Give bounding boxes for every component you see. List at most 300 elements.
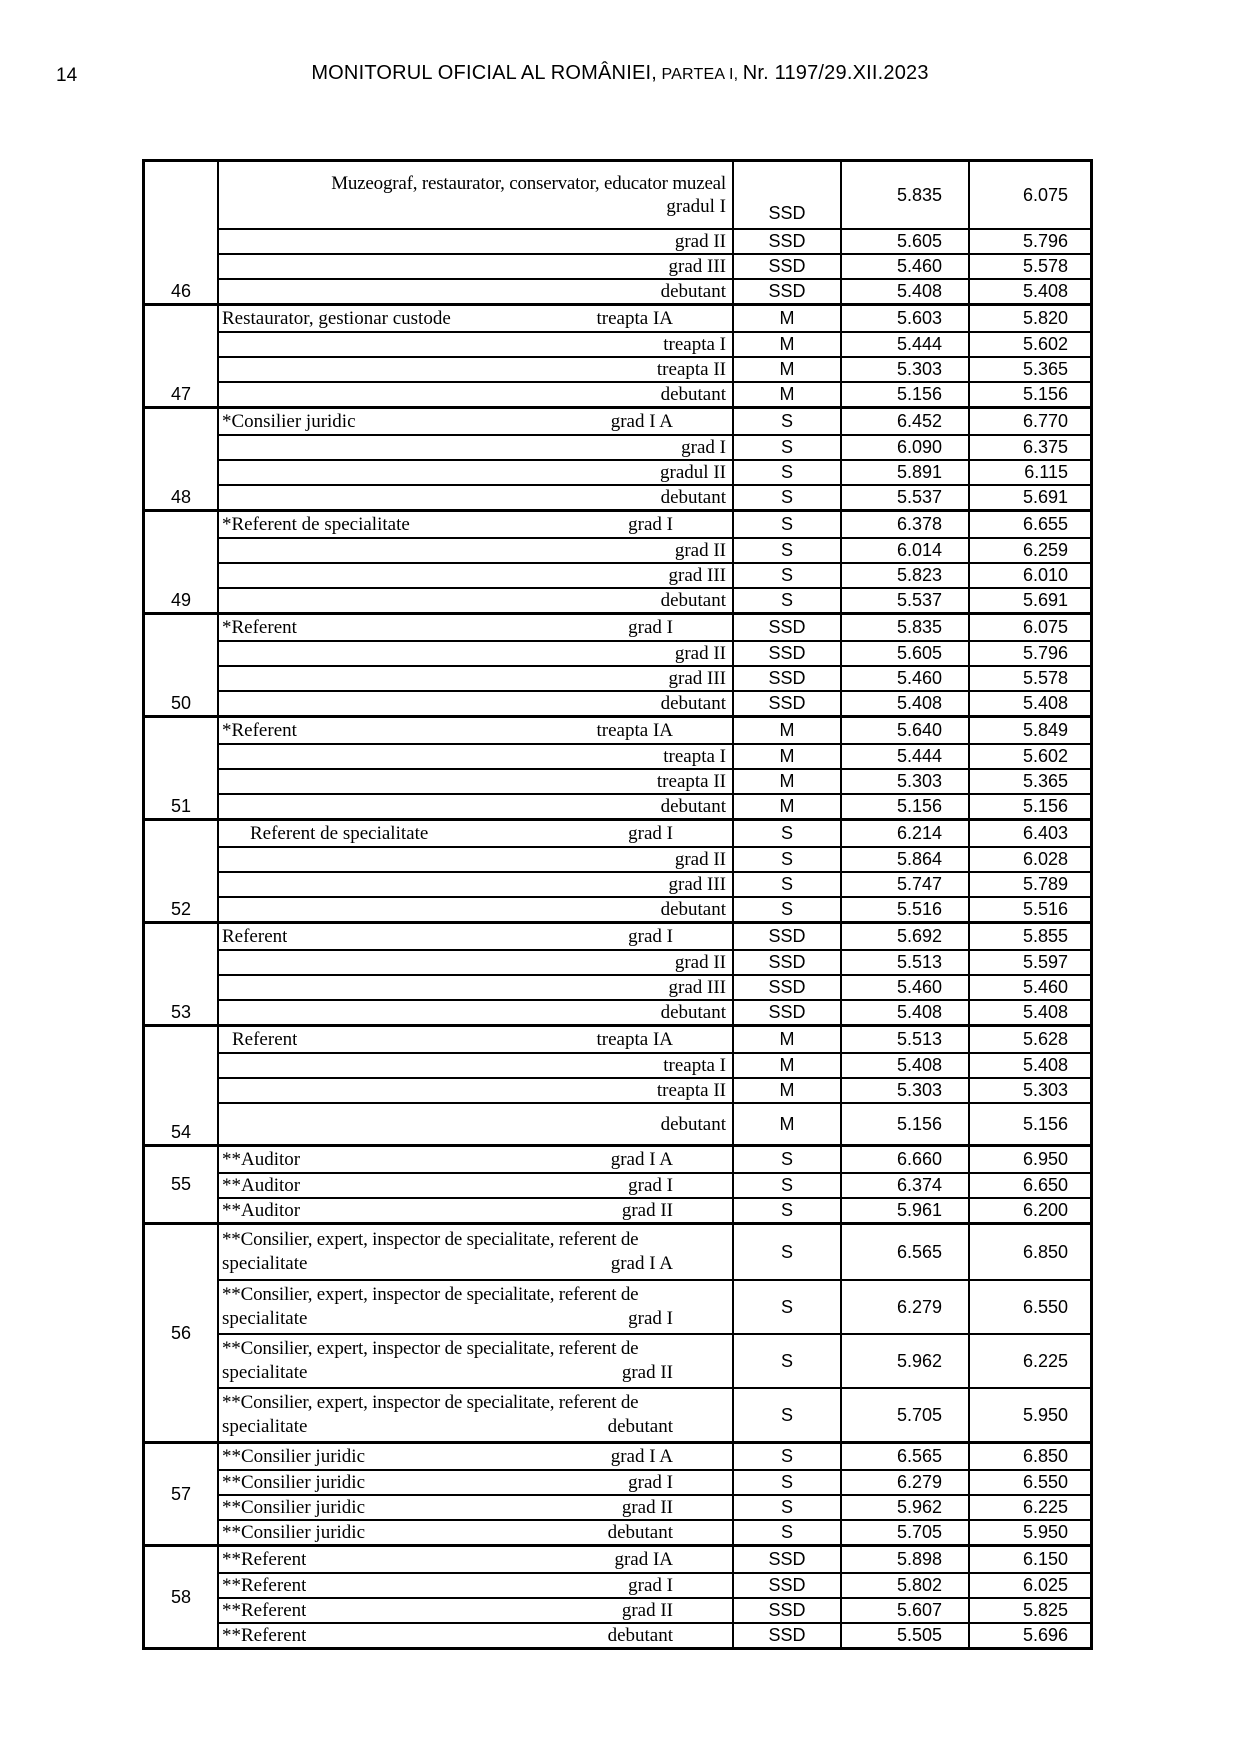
- grade-label: debutant: [660, 1002, 726, 1023]
- job-title-cell: [219, 1389, 732, 1441]
- value-2-cell: 5.691: [968, 486, 1090, 509]
- value-2-cell: 5.578: [968, 667, 1090, 690]
- title-grade-line: [222, 898, 729, 921]
- table-row: [219, 1333, 1090, 1387]
- job-title-cell: [219, 718, 732, 743]
- value-2-cell: 6.025: [968, 1574, 1090, 1597]
- value-2-cell: 6.850: [968, 1225, 1090, 1279]
- value-2-cell: 5.365: [968, 770, 1090, 793]
- grade-label: grad I: [628, 1308, 673, 1329]
- grade-label: debutant: [607, 1522, 673, 1543]
- table-row: [219, 253, 1090, 278]
- title-grade-line: [222, 770, 729, 793]
- table-group: [145, 303, 1090, 406]
- value-2-cell: 5.365: [968, 358, 1090, 381]
- title-grade-line: [222, 642, 729, 665]
- grade-label: debutant: [660, 899, 726, 920]
- education-level-cell: M: [732, 383, 840, 406]
- value-1-cell: 5.408: [840, 1054, 968, 1077]
- education-level-cell: S: [732, 1281, 840, 1333]
- education-level-cell: S: [732, 512, 840, 537]
- title-grade-line: [222, 1599, 729, 1622]
- job-title-text: **Consilier juridic: [222, 1472, 366, 1493]
- education-level-cell: S: [732, 409, 840, 434]
- page-header: [0, 62, 1240, 90]
- education-level-cell: S: [732, 898, 840, 921]
- table-group: [145, 162, 1090, 303]
- value-1-cell: 6.452: [840, 409, 968, 434]
- job-title-cell: [219, 486, 732, 509]
- job-title-text: Referent: [222, 926, 288, 947]
- table-row: [219, 228, 1090, 253]
- education-level-cell: S: [732, 1335, 840, 1387]
- education-level-cell: SSD: [732, 162, 840, 228]
- job-title-cell: [219, 1335, 732, 1387]
- job-title-text: **Consilier, expert, inspector de specialitate, referent de: [222, 1392, 639, 1413]
- education-level-cell: S: [732, 1225, 840, 1279]
- value-1-cell: 5.408: [840, 692, 968, 715]
- job-title-cell: [219, 1547, 732, 1572]
- value-1-cell: 5.156: [840, 1104, 968, 1144]
- job-subtitle-text: specialitate: [222, 1362, 308, 1383]
- education-level-cell: M: [732, 1027, 840, 1052]
- title-grade-line: [222, 795, 729, 818]
- job-title-text: **Referent: [222, 1625, 307, 1646]
- grade-label: grad II: [621, 1600, 673, 1621]
- value-1-cell: 5.605: [840, 230, 968, 253]
- grade-label: gradul II: [660, 462, 726, 483]
- grade-label: grad I: [681, 437, 726, 458]
- table-group: [145, 612, 1090, 715]
- job-title-cell: [219, 951, 732, 974]
- gazette-title: MONITORUL OFICIAL AL ROMÂNIEI,: [311, 62, 657, 84]
- title-grade-line: [222, 307, 729, 330]
- value-2-cell: 5.597: [968, 951, 1090, 974]
- grade-label: grad III: [668, 874, 726, 895]
- title-grade-line: [222, 1521, 729, 1544]
- job-title-cell: [219, 848, 732, 871]
- value-2-cell: 5.855: [968, 924, 1090, 949]
- group-number: 52: [145, 821, 219, 921]
- education-level-cell: S: [732, 1174, 840, 1197]
- grade-label: grad II: [674, 643, 726, 664]
- value-1-cell: 5.802: [840, 1574, 968, 1597]
- job-title-text: Referent: [232, 1029, 298, 1050]
- table-row: [219, 1147, 1090, 1172]
- table-row: [219, 1597, 1090, 1622]
- grade-label: grad I A: [610, 411, 673, 432]
- education-level-cell: S: [732, 1521, 840, 1544]
- grade-label: debutant: [660, 281, 726, 302]
- grade-label: grad III: [668, 977, 726, 998]
- value-2-cell: 6.550: [968, 1471, 1090, 1494]
- title-grade-line: [222, 873, 729, 896]
- title-grade-line: [222, 410, 729, 433]
- title-grade-line: [222, 1054, 729, 1077]
- education-level-cell: SSD: [732, 976, 840, 999]
- education-level-cell: M: [732, 358, 840, 381]
- table-row: [219, 1172, 1090, 1197]
- grade-label: treapta I: [663, 334, 726, 355]
- job-title-text: Muzeograf, restaurator, conservator, educator muzeal: [331, 173, 726, 194]
- value-1-cell: 5.460: [840, 976, 968, 999]
- title-grade-line: [222, 486, 729, 509]
- title-grade-line: [222, 1028, 729, 1051]
- group-number: 50: [145, 615, 219, 715]
- value-2-cell: 5.408: [968, 1054, 1090, 1077]
- job-title-text: **Consilier, expert, inspector de specialitate, referent de: [222, 1284, 639, 1305]
- value-1-cell: 6.565: [840, 1225, 968, 1279]
- grade-label: debutant: [660, 693, 726, 714]
- grade-label: grad I: [628, 1575, 673, 1596]
- title-grade-line: [222, 719, 729, 742]
- table-row: [219, 1279, 1090, 1333]
- title-grade-line: [222, 461, 729, 484]
- job-title-cell: [219, 333, 732, 356]
- title-grade-line: [222, 745, 729, 768]
- value-1-cell: 6.014: [840, 539, 968, 562]
- value-2-cell: 6.075: [968, 615, 1090, 640]
- education-level-cell: S: [732, 873, 840, 896]
- grade-label: treapta IA: [596, 1029, 673, 1050]
- value-1-cell: 5.537: [840, 589, 968, 612]
- grade-label: treapta II: [656, 359, 726, 380]
- value-2-cell: 6.115: [968, 461, 1090, 484]
- job-title-text: Referent de specialitate: [250, 823, 429, 844]
- job-title-text: *Referent: [222, 720, 297, 741]
- title-grade-line: [222, 1199, 729, 1222]
- job-title-text: **Referent: [222, 1600, 307, 1621]
- job-title-text: **Consilier juridic: [222, 1522, 366, 1543]
- job-title-text: *Referent de specialitate: [222, 514, 410, 535]
- grade-line: [222, 1307, 729, 1331]
- job-title-cell: [219, 1574, 732, 1597]
- value-2-cell: 5.578: [968, 255, 1090, 278]
- table-row: [219, 768, 1090, 793]
- title-grade-line: [222, 848, 729, 871]
- value-1-cell: 5.835: [840, 615, 968, 640]
- grade-label: grad IA: [614, 1549, 673, 1570]
- title-grade-line: [222, 255, 729, 278]
- title-grade-line: [222, 1174, 729, 1197]
- education-level-cell: SSD: [732, 230, 840, 253]
- table-group: [145, 1144, 1090, 1222]
- grade-label: debutant: [660, 1113, 726, 1135]
- table-row: [219, 1387, 1090, 1441]
- value-1-cell: 5.961: [840, 1199, 968, 1222]
- value-2-cell: 5.602: [968, 745, 1090, 768]
- title-grade-line: [222, 436, 729, 459]
- value-1-cell: 6.214: [840, 821, 968, 846]
- job-title-cell: [219, 1624, 732, 1647]
- table-row: [219, 381, 1090, 406]
- value-2-cell: 6.010: [968, 564, 1090, 587]
- education-level-cell: S: [732, 436, 840, 459]
- grade-label: grad II: [674, 231, 726, 252]
- grade-label: treapta I: [663, 746, 726, 767]
- table-row: [219, 821, 1090, 846]
- title-grade-line: [222, 1624, 729, 1647]
- group-rows: [219, 409, 1090, 509]
- value-1-cell: 5.962: [840, 1335, 968, 1387]
- job-title-cell: [219, 873, 732, 896]
- grade-line: [222, 1415, 729, 1439]
- grade-label: debutant: [660, 487, 726, 508]
- education-level-cell: S: [732, 1471, 840, 1494]
- group-rows: [219, 1225, 1090, 1441]
- value-2-cell: 5.696: [968, 1624, 1090, 1647]
- job-title-cell: [219, 770, 732, 793]
- education-level-cell: S: [732, 461, 840, 484]
- education-level-cell: S: [732, 1147, 840, 1172]
- table-row: [219, 1197, 1090, 1222]
- title-grade-line: [222, 1548, 729, 1571]
- grade-label: grad I: [628, 617, 673, 638]
- grade-label: grad II: [674, 540, 726, 561]
- value-2-cell: 6.225: [968, 1335, 1090, 1387]
- education-level-cell: S: [732, 1496, 840, 1519]
- value-2-cell: 6.550: [968, 1281, 1090, 1333]
- value-1-cell: 6.378: [840, 512, 968, 537]
- value-1-cell: 5.607: [840, 1599, 968, 1622]
- job-title-cell: [219, 1147, 732, 1172]
- education-level-cell: S: [732, 821, 840, 846]
- value-2-cell: 6.225: [968, 1496, 1090, 1519]
- title-grade-line: [222, 333, 729, 356]
- job-title-text: **Consilier juridic: [222, 1446, 366, 1467]
- table-row: [219, 587, 1090, 612]
- title-grade-line: [222, 1496, 729, 1519]
- grade-label: grad II: [621, 1200, 673, 1221]
- value-2-cell: 6.150: [968, 1547, 1090, 1572]
- table-row: [219, 162, 1090, 228]
- value-2-cell: 5.796: [968, 642, 1090, 665]
- value-2-cell: 6.770: [968, 409, 1090, 434]
- education-level-cell: S: [732, 539, 840, 562]
- grade-label: debutant: [660, 384, 726, 405]
- value-2-cell: 6.850: [968, 1444, 1090, 1469]
- job-title-cell: [219, 162, 732, 228]
- title-grade-line: [222, 383, 729, 406]
- group-number: 56: [145, 1225, 219, 1441]
- value-2-cell: 5.691: [968, 589, 1090, 612]
- job-title-cell: [219, 1444, 732, 1469]
- value-2-cell: 5.950: [968, 1389, 1090, 1441]
- group-number: 54: [145, 1027, 219, 1144]
- job-subtitle-text: specialitate: [222, 1253, 308, 1274]
- group-rows: [219, 1147, 1090, 1222]
- education-level-cell: M: [732, 745, 840, 768]
- group-number: 55: [145, 1147, 219, 1222]
- value-2-cell: 5.825: [968, 1599, 1090, 1622]
- education-level-cell: SSD: [732, 1001, 840, 1024]
- value-1-cell: 6.660: [840, 1147, 968, 1172]
- job-title-cell: [219, 1001, 732, 1024]
- job-subtitle-text: specialitate: [222, 1308, 308, 1329]
- job-title-cell: [219, 280, 732, 303]
- value-1-cell: 5.303: [840, 358, 968, 381]
- group-rows: [219, 306, 1090, 406]
- job-title-cell: [219, 692, 732, 715]
- value-1-cell: 6.374: [840, 1174, 968, 1197]
- table-row: [219, 512, 1090, 537]
- education-level-cell: M: [732, 1054, 840, 1077]
- value-2-cell: 5.796: [968, 230, 1090, 253]
- grade-label: grad I: [628, 926, 673, 947]
- grade-line: [222, 195, 729, 218]
- page-title: [0, 62, 1240, 85]
- table-row: [219, 743, 1090, 768]
- table-row: [219, 1077, 1090, 1102]
- value-1-cell: 5.513: [840, 951, 968, 974]
- value-1-cell: 5.835: [840, 162, 968, 228]
- table-row: [219, 665, 1090, 690]
- table-row: [219, 1572, 1090, 1597]
- grade-label: grad II: [621, 1362, 673, 1383]
- group-number: 48: [145, 409, 219, 509]
- value-1-cell: 5.513: [840, 1027, 968, 1052]
- job-title-cell: [219, 1225, 732, 1279]
- grade-label: grad II: [674, 952, 726, 973]
- value-1-cell: 5.505: [840, 1624, 968, 1647]
- education-level-cell: SSD: [732, 667, 840, 690]
- title-grade-line: [222, 1079, 729, 1102]
- group-number: 57: [145, 1444, 219, 1544]
- value-2-cell: 5.156: [968, 1104, 1090, 1144]
- title-grade-line: [222, 951, 729, 974]
- job-title-cell: [219, 924, 732, 949]
- value-2-cell: 5.628: [968, 1027, 1090, 1052]
- job-title-cell: [219, 898, 732, 921]
- education-level-cell: S: [732, 564, 840, 587]
- education-level-cell: M: [732, 306, 840, 331]
- table-row: [219, 896, 1090, 921]
- title-grade-line: [222, 589, 729, 612]
- education-level-cell: SSD: [732, 951, 840, 974]
- job-title-cell: [219, 745, 732, 768]
- grade-label: grad I: [628, 514, 673, 535]
- value-1-cell: 5.962: [840, 1496, 968, 1519]
- title-grade-line: [222, 513, 729, 536]
- job-title-cell: [219, 539, 732, 562]
- title-grade-line: [222, 1001, 729, 1024]
- value-1-cell: 5.705: [840, 1389, 968, 1441]
- value-1-cell: 5.408: [840, 1001, 968, 1024]
- value-1-cell: 6.279: [840, 1281, 968, 1333]
- education-level-cell: SSD: [732, 1624, 840, 1647]
- group-rows: [219, 1444, 1090, 1544]
- job-title-cell: [219, 1281, 732, 1333]
- value-1-cell: 5.460: [840, 667, 968, 690]
- title-grade-line: [222, 230, 729, 253]
- grade-label: grad I: [628, 1472, 673, 1493]
- job-subtitle-text: specialitate: [222, 1416, 308, 1437]
- table-row: [219, 871, 1090, 896]
- job-title-text: *Consilier juridic: [222, 411, 356, 432]
- grade-label: grad I A: [610, 1253, 673, 1274]
- grade-label: treapta I: [663, 1055, 726, 1076]
- title-grade-line: [222, 925, 729, 948]
- job-title-cell: [219, 1599, 732, 1622]
- job-title-cell: [219, 461, 732, 484]
- table-group: [145, 1544, 1090, 1647]
- education-level-cell: S: [732, 589, 840, 612]
- table-row: [219, 356, 1090, 381]
- page-number: 14: [56, 65, 78, 86]
- job-title-cell: [219, 1104, 732, 1144]
- value-1-cell: 5.640: [840, 718, 968, 743]
- value-1-cell: 5.603: [840, 306, 968, 331]
- value-1-cell: 5.303: [840, 1079, 968, 1102]
- job-title-cell: [219, 795, 732, 818]
- table-row: [219, 562, 1090, 587]
- value-2-cell: 5.408: [968, 280, 1090, 303]
- job-title-cell: [219, 1471, 732, 1494]
- grade-label: gradul I: [666, 196, 726, 217]
- table-row: [219, 846, 1090, 871]
- value-1-cell: 5.444: [840, 745, 968, 768]
- value-1-cell: 5.891: [840, 461, 968, 484]
- grade-line: [222, 1361, 729, 1385]
- job-title-cell: [219, 1496, 732, 1519]
- value-1-cell: 6.565: [840, 1444, 968, 1469]
- title-grade-line: [222, 976, 729, 999]
- title-grade-line: [222, 1148, 729, 1171]
- value-1-cell: 5.864: [840, 848, 968, 871]
- table-group: [145, 921, 1090, 1024]
- table-row: [219, 459, 1090, 484]
- table-row: [219, 615, 1090, 640]
- job-title-cell: [219, 589, 732, 612]
- education-level-cell: M: [732, 718, 840, 743]
- grade-label: debutant: [660, 796, 726, 817]
- title-grade-line: [222, 539, 729, 562]
- title-grade-line: [222, 564, 729, 587]
- grade-label: debutant: [607, 1625, 673, 1646]
- education-level-cell: M: [732, 770, 840, 793]
- table-row: [219, 537, 1090, 562]
- grade-label: grad III: [668, 668, 726, 689]
- table-row: [219, 484, 1090, 509]
- table-row: [219, 1494, 1090, 1519]
- grade-label: grad III: [668, 256, 726, 277]
- value-2-cell: 5.156: [968, 383, 1090, 406]
- job-title-text: **Consilier, expert, inspector de specialitate, referent de: [222, 1229, 639, 1250]
- group-rows: [219, 615, 1090, 715]
- education-level-cell: M: [732, 333, 840, 356]
- value-2-cell: 5.408: [968, 692, 1090, 715]
- value-1-cell: 5.898: [840, 1547, 968, 1572]
- value-1-cell: 5.823: [840, 564, 968, 587]
- group-rows: [219, 718, 1090, 818]
- grade-label: grad I A: [610, 1446, 673, 1467]
- grade-label: debutant: [607, 1416, 673, 1437]
- value-1-cell: 5.747: [840, 873, 968, 896]
- table-row: [219, 409, 1090, 434]
- value-2-cell: 6.650: [968, 1174, 1090, 1197]
- job-title-text: **Referent: [222, 1575, 307, 1596]
- value-1-cell: 5.303: [840, 770, 968, 793]
- table-group: [145, 818, 1090, 921]
- table-row: [219, 1622, 1090, 1647]
- title-grade-line: [222, 1471, 729, 1494]
- education-level-cell: M: [732, 795, 840, 818]
- education-level-cell: SSD: [732, 255, 840, 278]
- job-title-cell: [219, 436, 732, 459]
- title-grade-line: [222, 358, 729, 381]
- job-title-cell: [219, 976, 732, 999]
- value-1-cell: 5.692: [840, 924, 968, 949]
